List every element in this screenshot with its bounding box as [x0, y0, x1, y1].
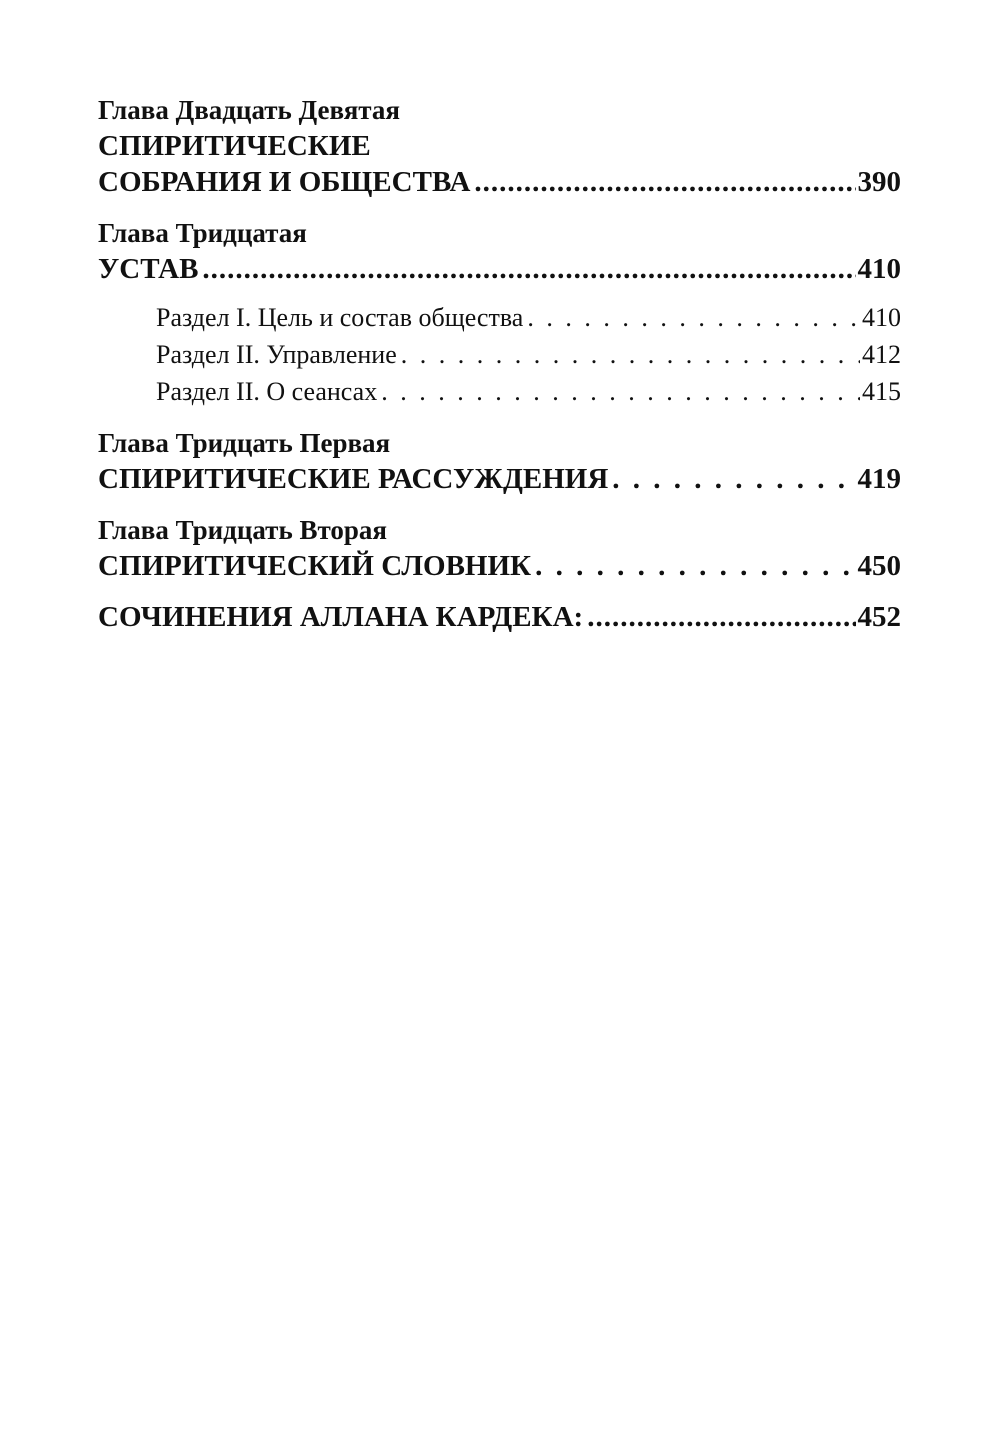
toc-entry[interactable]	[98, 461, 901, 497]
page-number: 412	[862, 340, 901, 369]
chapter-label: Глава Тридцатая	[98, 218, 307, 248]
dot-leader	[527, 299, 860, 336]
works-section	[98, 599, 901, 635]
chapter-title-continued: СОБРАНИЯ И ОБЩЕСТВА	[98, 166, 471, 198]
page-number: 419	[857, 463, 901, 495]
chapter-31	[98, 425, 901, 497]
chapter-label: Глава Тридцать Вторая	[98, 515, 388, 545]
page-number: 450	[857, 550, 901, 582]
toc-section-entry[interactable]	[98, 299, 901, 336]
chapter-title: СПИРИТИЧЕСКИЕ РАССУЖДЕНИЯ	[98, 463, 609, 495]
dot-leader	[587, 599, 855, 635]
dot-leader	[612, 461, 855, 497]
dot-leader	[474, 164, 855, 200]
chapter-29	[98, 92, 901, 200]
chapter-title: СПИРИТИЧЕСКИЙ СЛОВНИК	[98, 550, 532, 582]
toc-entry[interactable]	[98, 599, 901, 635]
chapter-32	[98, 512, 901, 584]
section-title: Раздел II. О сеансах	[156, 377, 378, 406]
page-number: 390	[857, 166, 901, 198]
dot-leader	[381, 373, 860, 410]
toc-section-entry[interactable]	[98, 336, 901, 373]
chapter-30	[98, 215, 901, 410]
toc-section-entry[interactable]	[98, 373, 901, 410]
page-number: 410	[857, 253, 901, 285]
chapter-title: СПИРИТИЧЕСКИЕ	[98, 130, 371, 162]
page-number: 410	[862, 303, 901, 332]
dot-leader	[202, 251, 855, 287]
toc-entry[interactable]	[98, 548, 901, 584]
chapter-label: Глава Тридцать Первая	[98, 428, 391, 458]
page-number: 452	[857, 601, 901, 633]
works-title: СОЧИНЕНИЯ АЛЛАНА КАРДЕКА:	[98, 601, 584, 633]
table-of-contents	[98, 92, 901, 650]
page-number: 415	[862, 377, 901, 406]
section-title: Раздел I. Цель и состав общества	[156, 303, 524, 332]
toc-entry[interactable]	[98, 251, 901, 287]
section-title: Раздел II. Управление	[156, 340, 397, 369]
toc-entry[interactable]	[98, 164, 901, 200]
chapter-title: УСТАВ	[98, 253, 199, 285]
dot-leader	[401, 336, 860, 373]
chapter-label: Глава Двадцать Девятая	[98, 95, 400, 125]
dot-leader	[535, 548, 855, 584]
